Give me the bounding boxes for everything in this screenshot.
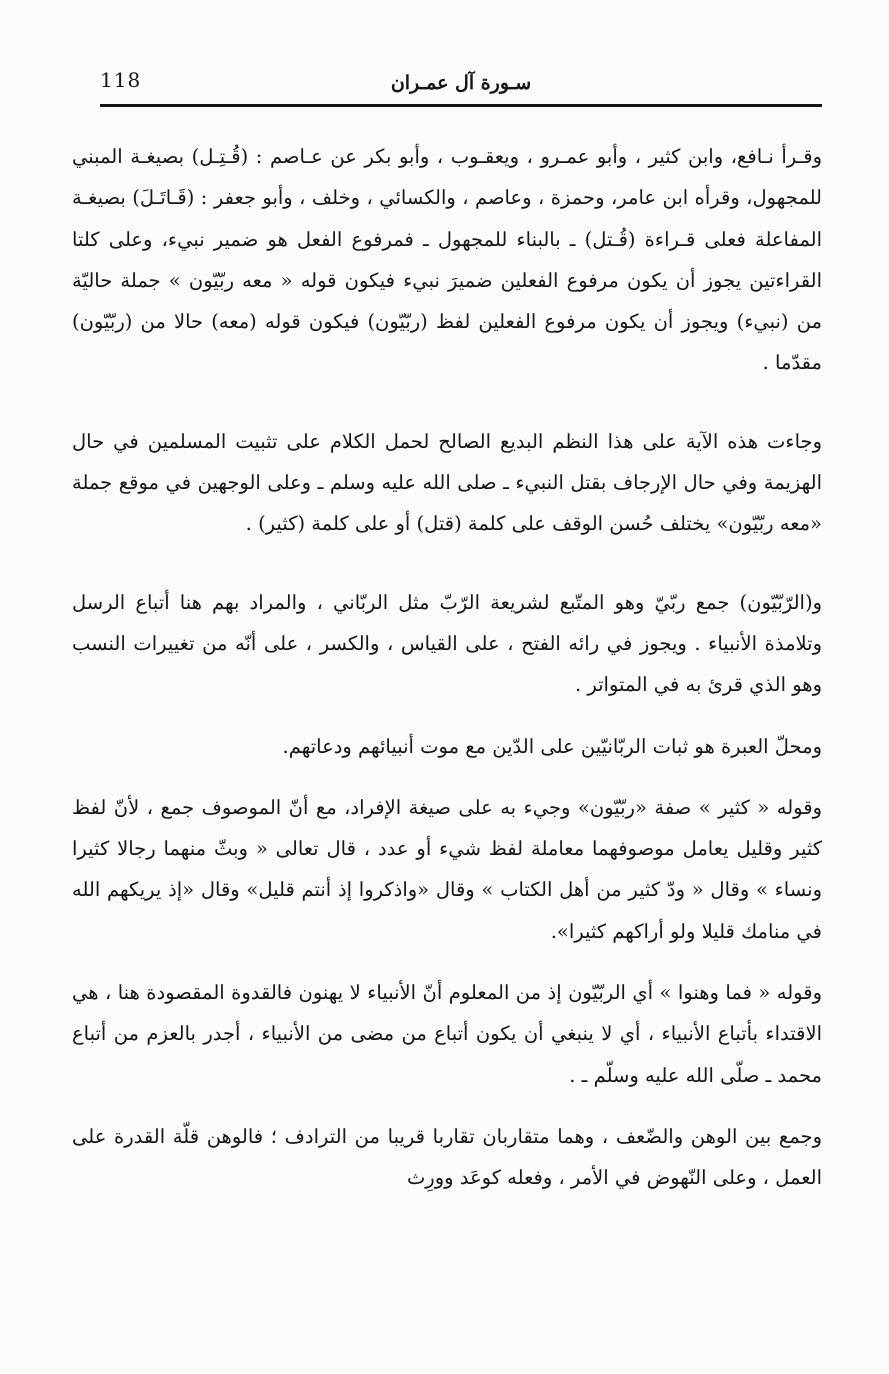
page-number: 118	[100, 68, 142, 92]
paragraph-rabbiyyun-meaning: و(الرّبّيّون) جمع ربّيّ وهو المتّبع لشريعة الرّبّ مثل الربّاني ، والمراد بهم هنا أتباع الرسل وتلامذة الأنبياء . ويجوز في رائه الفتح ، على القياس ، والكسر ، على أنّه من تغييرات النسب وهو الذي قرئ به في المتواتر .	[72, 590, 822, 697]
paragraph-readings: وقـرأ نـافع، وابن كثير ، وأبو عمـرو ، ويعقـوب ، وأبو بكر عن عـاصم : (قُـتِـل) بصيغـة المبني للمجهول، وقرأه ابن عامر، وحمزة ، وعاصم ، والكسائي ، وخلف ، وأبو جعفر : (قَـاتَـلَ) بصيغـة المفاعلة فعلى قـراءة (قُـتل) ـ بالبناء للمجهول ـ فمرفوع الفعل هو ضمير نبيء، وعلى كلتا القراءتين يجوز أن يكون مرفوع الفعلين ضميرَ نبيء فيكون قوله « معه ربّيّون » جملة حاليّة من (نبيء) ويجوز أن يكون مرفوع الفعلين لفظ (ربّيّون) فيكون قوله (معه) حالا من (ربّيّون) مقدّما .	[72, 145, 822, 375]
paragraph-wahn-dhaf: وجمع بين الوهن والضّعف ، وهما متقاربان تقاربا قريبا من الترادف ؛ فالوهن قلّة القدرة على العمل ، وعلى النّهوض في الأمر ، وفعله كوعَد وورِث	[72, 1124, 822, 1190]
paragraph-lesson: ومحلّ العبرة هو ثبات الربّانيّين على الدّين مع موت أنبيائهم ودعاتهم.	[282, 734, 822, 758]
paragraph-fama-wahanu: وقوله « فما وهنوا » أي الربّيّون إذ من المعلوم أنّ الأنبياء لا يهنون فالقدوة المقصودة هنا ، هي الاقتداء بأتباع الأنبياء ، أي لا ينبغي أن يكون أتباع من مضى من الأنبياء ، أجدر بالعزم من أتباع محمد ـ صلّى الله عليه وسلّم ـ .	[72, 981, 822, 1087]
running-header	[100, 68, 822, 107]
body-text	[72, 136, 822, 1199]
surah-title: سـورة آل عمـران	[390, 72, 532, 94]
paragraph-verse-structure: وجاءت هذه الآية على هذا النظم البديع الصالح لحمل الكلام على تثبيت المسلمين في حال الهزيمة وفي حال الإرجاف بقتل النبيء ـ صلى الله عليه وسلم ـ وعلى الوجهين في موقع جملة «معه ربّيّون» يختلف حُسن الوقف على كلمة (قتل) أو على كلمة (كثير) .	[72, 429, 822, 536]
paragraph-kathir: وقوله « كثير » صفة «ربّيّون» وجيء به على صيغة الإفراد، مع أنّ الموصوف جمع ، لأنّ لفظ كثير وقليل يعامل موصوفهما معاملة لفظ شيء أو عدد ، قال تعالى « وبثّ منهما رجالا كثيرا ونساء » وقال « ودّ كثير من أهل الكتاب » وقال «واذكروا إذ أنتم قليل» وقال «إذ يريكهم الله في منامك قليلا ولو أراكهم كثيرا».	[72, 795, 822, 943]
